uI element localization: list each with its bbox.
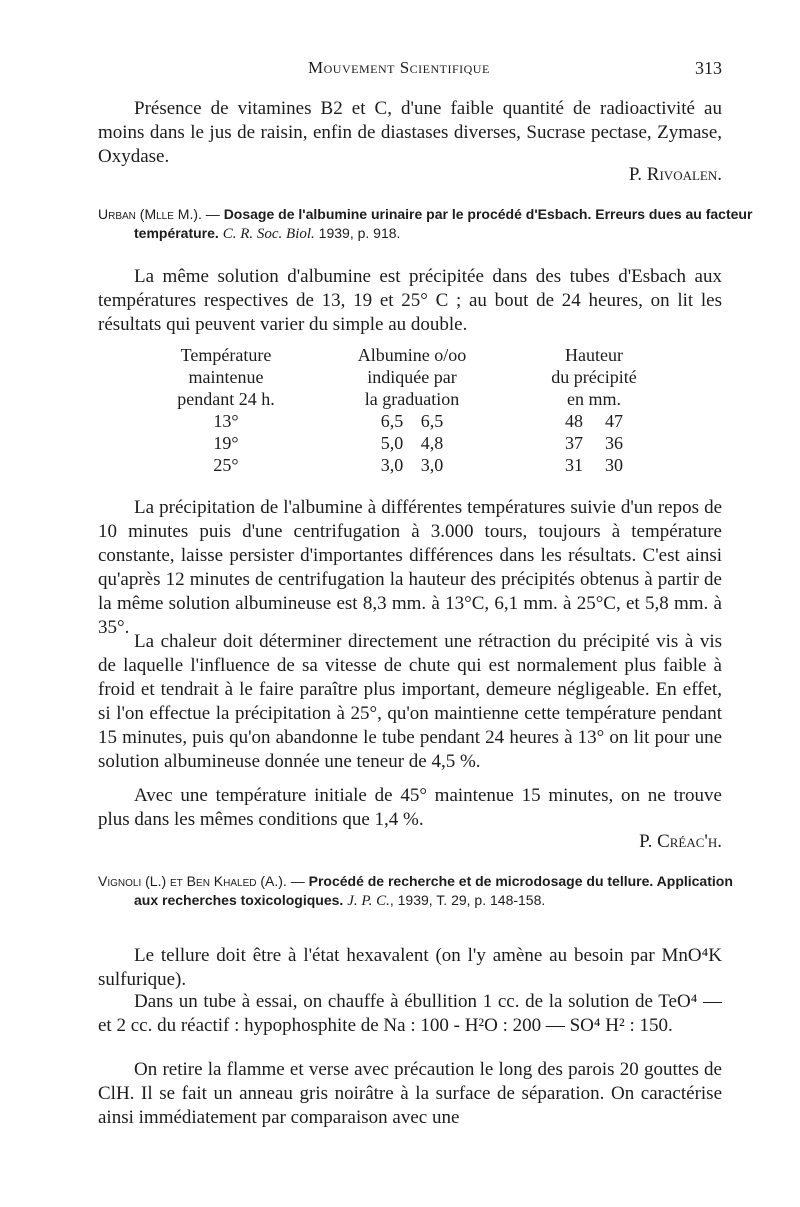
table-row (150, 454, 666, 476)
paragraph-4: Avec une température initiale de 45° maintenue 15 minutes, on ne trouve plus dans les mêmes conditions que 1,4 %. (98, 785, 722, 830)
table-cell: 13° (213, 411, 239, 431)
paragraph-top: Présence de vitamines B2 et C, d'une faible quantité de radioactivité au moins dans le jus de raisin, enfin de diastases diverses, Sucrase pectase, Zymase, Oxydase. (98, 98, 722, 167)
column-header: Albumine o/oo indiquée par la graduation (357, 345, 467, 409)
abstract-ref: , 1939, T. 29, p. 148-158. (389, 892, 546, 908)
table-cell: 19° (213, 433, 239, 453)
table-cell: 5,0 4,8 (380, 433, 444, 453)
table-header-row (150, 344, 666, 410)
abstract-title: Procédé de recherche et de microdosage du tellure. Application aux recherches toxicologiques. (134, 873, 733, 908)
table-cell: 25° (213, 455, 239, 475)
abstract-title: Dosage de l'albumine urinaire par le procédé d'Esbach. Erreurs dues au facteur température. (134, 206, 753, 241)
running-title: Mouvement Scientifique (308, 58, 490, 77)
column-header: Température maintenue pendant 24 h. (177, 345, 275, 409)
abstract-source: J. P. C. (347, 893, 390, 909)
paragraph-3: La chaleur doit déterminer directement une rétraction du précipité vis à vis de laquelle l'influence de sa vitesse de chute qui est normalement plus faible à froid et tendrait à le faire paraître plus important, demeure négligeable. En effet, si l'on effectue la précipitation à 25°, qu'on maintienne cette température pendant 15 minutes, puis qu'on abandonne le tube pendant 24 heures à 13° on lit pour une solution albumineuse donnée une teneur de 4,5 %. (98, 631, 722, 772)
table-cell: 31 30 (565, 455, 623, 475)
abstract-author: Vignoli (L.) et Ben Khaled (A.). (98, 873, 287, 889)
page-header (98, 58, 722, 82)
abstract-ref: 1939, p. 918. (314, 225, 401, 241)
column-header: Hauteur du précipité en mm. (551, 345, 637, 409)
table-cell: 37 36 (565, 433, 623, 453)
paragraph-5: Le tellure doit être à l'état hexavalent (on l'y amène au besoin par MnO⁴K sulfurique). (98, 945, 722, 990)
table-row (150, 432, 666, 454)
paragraph-6: Dans un tube à essai, on chauffe à ébullition 1 cc. de la solution de TeO⁴ — et 2 cc. du réactif : hypophosphite de Na : 100 - H²O : 200 — SO⁴ H² : 150. (98, 991, 722, 1036)
page-number: 313 (695, 58, 722, 78)
abstract-heading-vignoli: Vignoli (L.) et Ben Khaled (A.). — Procédé de recherche et de microdosage du tellure. Application aux recherches toxicologiques. J. P. C., 1939, T. 29, p. 148-158. (98, 873, 733, 909)
results-table (150, 344, 666, 476)
table-cell: 6,5 6,5 (380, 411, 444, 431)
signature-rivoalen: P. Rivoalen. (628, 164, 722, 185)
abstract-heading-urban: Urban (Mlle M.). — Dosage de l'albumine urinaire par le procédé d'Esbach. Erreurs dues au facteur température. C. R. Soc. Biol. 1939, p. 918. (98, 206, 753, 242)
signature-creach: P. Créac'h. (639, 831, 722, 852)
abstract-author: Urban (Mlle M.). (98, 206, 202, 222)
table-cell: 3,0 3,0 (380, 455, 444, 475)
paragraph-7: On retire la flamme et verse avec précaution le long des parois 20 gouttes de ClH. Il se fait un anneau gris noirâtre à la surface de séparation. On caractérise ainsi immédiatement par comparaison avec une (98, 1059, 722, 1128)
table-cell: 48 47 (565, 411, 623, 431)
table-row (150, 410, 666, 432)
abstract-source: C. R. Soc. Biol. (222, 226, 315, 242)
paragraph-1: La même solution d'albumine est précipitée dans des tubes d'Esbach aux températures respectives de 13, 19 et 25° C ; au bout de 24 heures, on lit les résultats qui peuvent varier du simple au double. (98, 266, 722, 335)
paragraph-2: La précipitation de l'albumine à différentes températures suivie d'un repos de 10 minutes puis d'une centrifugation à 3.000 tours, toujours à température constante, laisse persister d'importantes différences dans les résultats. C'est ainsi qu'après 12 minutes de centrifugation la hauteur des précipités obtenus à partir de la même solution albumineuse est 8,3 mm. à 13°C, 6,1 mm. à 25°C, et 5,8 mm. à 35°. (98, 497, 722, 638)
